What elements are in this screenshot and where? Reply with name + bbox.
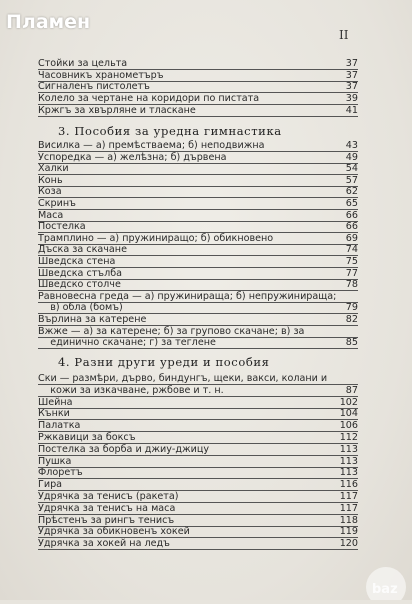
bazar-logo-watermark	[352, 551, 412, 600]
toc-entry-title: Удрячка за тенисъ на маса	[38, 502, 176, 514]
toc-entry-title: в) обла (бомъ)	[38, 302, 123, 314]
toc-entry	[38, 491, 358, 503]
toc-entry	[38, 140, 358, 152]
toc-entry-page: 37	[345, 58, 358, 69]
toc-entry-title: Висилка — а) премѣстваема; б) неподвижна	[38, 140, 265, 151]
toc-entry	[38, 456, 358, 468]
svg-text:baz: baz	[372, 582, 398, 597]
toc-entry-underline	[38, 116, 358, 117]
toc-entry-title: Шведска стена	[38, 256, 116, 267]
toc-entry-title: единично скачане; г) за теглене	[38, 337, 216, 349]
toc-entry-page: 113	[339, 443, 358, 455]
toc-entry-page: 37	[345, 69, 358, 81]
toc-entry-title: Кънки	[38, 408, 70, 420]
toc-entry	[38, 503, 358, 515]
toc-entry-title: Шведска стълба	[38, 267, 123, 279]
toc-entry-title: Трамплино — а) пружиниращо; б) обикновено	[38, 232, 274, 244]
toc-entry-title: Удрячка за тенисъ (ракета)	[38, 491, 179, 502]
toc-entry-page: 69	[345, 232, 358, 244]
toc-entry-title: Шейна	[38, 396, 73, 408]
toc-entry-title: Конь	[38, 174, 63, 186]
toc-entry-page: 82	[345, 314, 358, 325]
toc-entry-page: 116	[339, 479, 358, 491]
toc-entry-title: Кржгъ за хвърляне и тласкане	[38, 104, 196, 116]
toc-entry-title: Постелка	[38, 221, 86, 233]
toc-entry	[38, 93, 358, 105]
toc-entry	[38, 152, 358, 164]
toc-entry-underline	[38, 348, 358, 349]
toc-entry-page: 117	[339, 491, 358, 502]
toc-entry	[38, 81, 358, 93]
toc-entry-page: 119	[339, 526, 358, 538]
toc-entry	[38, 279, 358, 291]
toc-entry-title: Пушка	[38, 455, 72, 467]
toc-entry	[38, 314, 358, 326]
toc-entry-underline	[38, 549, 358, 550]
toc-entry-page: 75	[345, 256, 358, 267]
toc-entry-page: 62	[345, 186, 358, 198]
toc-entry-page: 79	[345, 302, 358, 314]
toc-entry-title: Удрячка за хокей на ледъ	[38, 538, 170, 550]
toc-entry	[38, 479, 358, 491]
toc-entry	[38, 385, 358, 397]
toc-entry-page: 120	[339, 538, 358, 550]
toc-entry	[38, 302, 358, 314]
toc-entry-title: Постелка за борба и джиу-джицу	[38, 443, 210, 455]
toc-entry-title: Удрячка за обикновенъ хокей	[38, 526, 190, 538]
bazar-logo-icon	[352, 551, 412, 600]
toc-entry-title: Колело за чертане на коридори по пистата	[38, 93, 260, 105]
toc-entry	[38, 408, 358, 420]
toc-entry-page: 65	[345, 198, 358, 209]
toc-entry	[38, 210, 358, 222]
toc-entry-title: Шведско столче	[38, 279, 121, 291]
toc-entry-page: 87	[345, 384, 358, 396]
toc-entry-page: 37	[345, 81, 358, 93]
toc-entry	[38, 467, 358, 479]
toc-entry	[38, 175, 358, 187]
toc-entry	[38, 444, 358, 456]
toc-entry-title: Стойки за цельта	[38, 58, 128, 69]
toc-entry-page: 106	[339, 420, 358, 432]
toc-entry-title: Прѣстенъ за рингъ тенисъ	[38, 514, 175, 526]
toc-entry-title: Ржкавици за боксъ	[38, 432, 136, 443]
toc-entry	[38, 244, 358, 256]
toc-entry-page: 112	[339, 432, 358, 443]
toc-entry-page: 39	[345, 93, 358, 105]
toc-entry-page: 118	[339, 514, 358, 526]
toc-entry-page: 54	[345, 163, 358, 175]
toc-entry-title: Коза	[38, 186, 62, 198]
toc-entry-page: 57	[345, 174, 358, 186]
toc-entry	[38, 337, 358, 349]
toc-entry	[38, 373, 358, 385]
toc-entry-title: Гира	[38, 479, 63, 491]
section-heading: 3. Пособия за уредна гимнастика	[58, 124, 282, 138]
toc-entry-title: Сигналенъ пистолетъ	[38, 81, 150, 93]
toc-entry-title: Успоредка — а) желѣзна; б) дървена	[38, 151, 227, 163]
toc-entry-title: Палатка	[38, 420, 81, 432]
toc-entry-page: 102	[339, 396, 358, 408]
toc-entry	[38, 105, 358, 117]
toc-entry	[38, 233, 358, 245]
toc-entry-title: Ски — размѣри, дърво, биндунгъ, щеки, вакси, колани и	[38, 373, 328, 384]
toc-entry	[38, 515, 358, 527]
toc-entry-title: Халки	[38, 163, 69, 175]
toc-entry	[38, 58, 358, 70]
toc-entry-page: 104	[339, 408, 358, 420]
toc-entry-title: Равновесна греда — а) пружинираща; б) непружиниращa;	[38, 290, 337, 302]
toc-entry	[38, 397, 358, 409]
toc-entry-page: 43	[345, 140, 358, 151]
toc-entry	[38, 70, 358, 82]
toc-entry-page: 85	[345, 337, 358, 349]
toc-entry-page: 49	[345, 151, 358, 163]
page-number: II	[339, 28, 349, 42]
toc-entry-title: Скринъ	[38, 198, 76, 209]
toc-entry	[38, 526, 358, 538]
toc-entry	[38, 221, 358, 233]
toc-entry-page: 77	[345, 267, 358, 279]
toc-entry	[38, 256, 358, 268]
toc-entry	[38, 432, 358, 444]
toc-entry-title: Дъска за скачане	[38, 244, 127, 256]
toc-entry-title: Вжже — а) за катерене; б) за групово скачане; в) за	[38, 325, 305, 337]
toc-entry	[38, 186, 358, 198]
toc-entry	[38, 163, 358, 175]
seller-watermark: Пламен	[6, 11, 91, 33]
toc-entry-title: Върлина за катерене	[38, 314, 147, 325]
toc-entry-page: 117	[339, 502, 358, 514]
toc-entry-page: 41	[345, 104, 358, 116]
toc-entry	[38, 198, 358, 210]
toc-entry-page: 66	[345, 221, 358, 233]
toc-entry	[38, 326, 358, 338]
section-heading: 4. Разни други уреди и пособия	[58, 355, 270, 369]
toc-entry-page: 113	[339, 467, 358, 479]
toc-entry	[38, 291, 358, 303]
toc-entry-title: Часовникъ хранометъръ	[38, 69, 164, 81]
toc-entry-page: 113	[339, 455, 358, 467]
toc-entry	[38, 420, 358, 432]
toc-entry-title: Флоретъ	[38, 467, 83, 479]
toc-entry-title: кожи за изкачване, ржбове и т. н.	[38, 384, 224, 396]
toc-entry-page: 74	[345, 244, 358, 256]
toc-entry	[38, 268, 358, 280]
toc-entry-page: 78	[345, 279, 358, 291]
toc-entry-title: Маса	[38, 209, 64, 221]
toc-entry-page: 66	[345, 209, 358, 221]
toc-entry	[38, 538, 358, 550]
